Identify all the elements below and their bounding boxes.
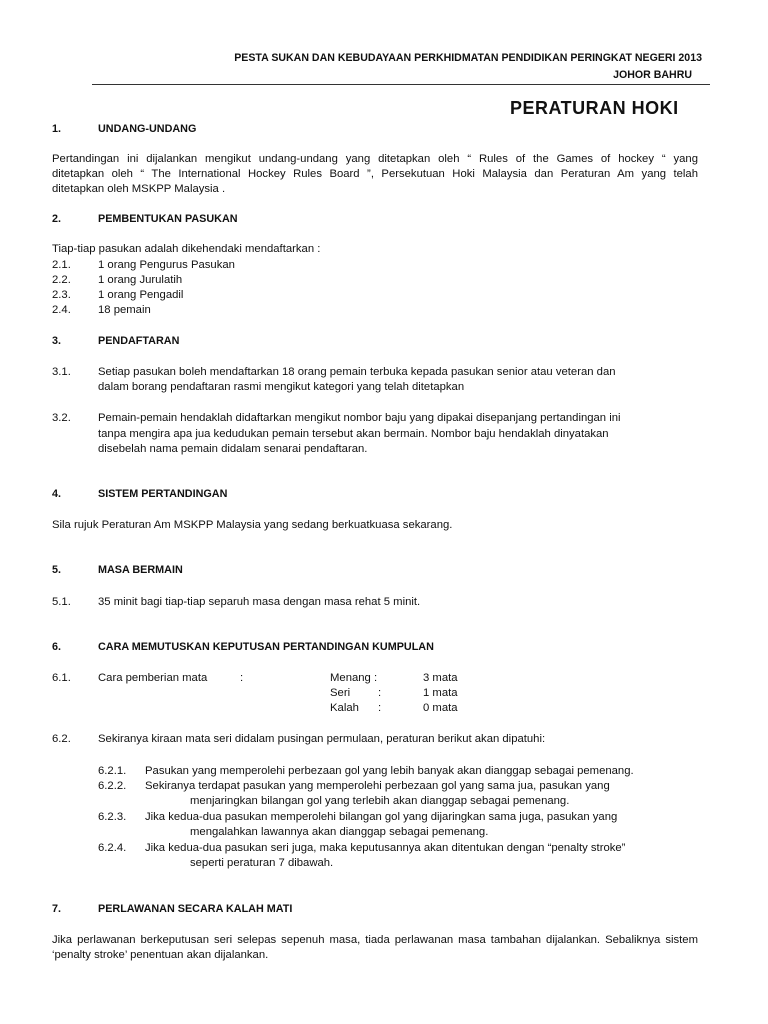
list-item-number: 5.1. [52,596,71,608]
list-item-number: 6.1. [52,672,71,684]
sub-item-number: 6.2.2. [98,780,127,792]
event-title: PESTA SUKAN DAN KEBUDAYAAN PERKHIDMATAN PENDIDIKAN PERINGKAT NEGERI 2013 [234,52,702,64]
section-1-number: 1. [52,123,62,135]
points-value: 3 mata [423,672,458,684]
list-item-text: 1 orang Jurulatih [98,274,183,286]
section-6-heading: CARA MEMUTUSKAN KEPUTUSAN PERTANDINGAN KUMPULAN [98,641,434,653]
section-5-heading: MASA BERMAIN [98,564,183,576]
sub-item-text: mengalahkan lawannya akan dianggap sebagai pemenang. [190,826,489,838]
section-2-intro: Tiap-tiap pasukan adalah dikehendaki mendaftarkan : [52,243,321,255]
sub-item-number: 6.2.1. [98,765,127,777]
section-4-text: Sila rujuk Peraturan Am MSKPP Malaysia yang sedang berkuatkuasa sekarang. [52,519,453,531]
section-2-heading: PEMBENTUKAN PASUKAN [98,213,238,225]
list-item-text: Sekiranya kiraan mata seri didalam pusingan permulaan, peraturan berikut akan dipatuhi: [98,733,546,745]
list-item-text: tanpa mengira apa jua kedudukan pemain tersebut akan bermain. Nombor baju hendaklah dinyatakan [98,428,609,440]
list-item-text: dalam borang pendaftaran rasmi mengikut kategori yang telah ditetapkan [98,381,465,393]
section-3-number: 3. [52,335,62,347]
list-item-text: Cara pemberian mata [98,672,208,684]
points-label: Menang : [330,672,378,684]
points-label: Kalah [330,702,359,714]
header-divider [92,84,710,85]
section-7-number: 7. [52,903,62,915]
points-colon: : [378,687,382,699]
points-colon: : [378,702,382,714]
section-6-number: 6. [52,641,62,653]
sub-item-text: Jika kedua-dua pasukan memperolehi bilangan gol yang dijaringkan sama juga, pasukan yang [145,811,618,823]
event-location: JOHOR BAHRU [613,69,692,81]
section-4-number: 4. [52,488,62,500]
list-item-number: 2.2. [52,274,71,286]
section-7-line: Jika perlawanan berkeputusan seri selepas sepenuh masa, tiada perlawanan masa tambahan dijalankan. Sebaliknya sistem [52,934,698,946]
section-1-line: Pertandingan ini dijalankan mengikut undang-undang yang ditetapkan oleh “ Rules of the Games of hockey “ yang [52,153,698,165]
sub-item-number: 6.2.3. [98,811,127,823]
list-item-text: 1 orang Pengadil [98,289,184,301]
points-label: Seri [330,687,351,699]
points-value: 1 mata [423,687,458,699]
sub-item-text: Jika kedua-dua pasukan seri juga, maka keputusannya akan ditentukan dengan “penalty stroke” [145,842,626,854]
list-item-number: 2.3. [52,289,71,301]
list-item-text: 35 minit bagi tiap-tiap separuh masa dengan masa rehat 5 minit. [98,596,421,608]
section-1-line: ditetapkan oleh “ The International Hockey Rules Board ”, Persekutuan Hoki Malaysia dan Peraturan Am yang telah [52,168,698,180]
section-4-heading: SISTEM PERTANDINGAN [98,488,228,500]
section-1-heading: UNDANG-UNDANG [98,123,197,135]
section-5-number: 5. [52,564,62,576]
label-colon: : [240,672,244,684]
list-item-text: 1 orang Pengurus Pasukan [98,259,235,271]
section-3-heading: PENDAFTARAN [98,335,180,347]
section-2-number: 2. [52,213,62,225]
list-item-number: 2.4. [52,304,71,316]
list-item-number: 6.2. [52,733,71,745]
section-7-line: ‘penalty stroke’ penentuan akan dijalankan. [52,949,269,961]
list-item-text: Setiap pasukan boleh mendaftarkan 18 orang pemain terbuka kepada pasukan senior atau veteran dan [98,366,616,378]
points-value: 0 mata [423,702,458,714]
section-7-heading: PERLAWANAN SECARA KALAH MATI [98,903,293,915]
sub-item-text: Sekiranya terdapat pasukan yang memperolehi perbezaan gol yang sama jua, pasukan yang [145,780,610,792]
sub-item-text: Pasukan yang memperolehi perbezaan gol yang lebih banyak akan dianggap sebagai pemenang. [145,765,634,777]
list-item-number: 3.2. [52,412,71,424]
list-item-number: 2.1. [52,259,71,271]
list-item-number: 3.1. [52,366,71,378]
page-title: PERATURAN HOKI [510,98,679,118]
sub-item-text: seperti peraturan 7 dibawah. [190,857,334,869]
section-1-line: ditetapkan oleh MSKPP Malaysia . [52,183,226,195]
sub-item-text: menjaringkan bilangan gol yang terlebih akan dianggap sebagai pemenang. [190,795,570,807]
list-item-text: disebelah nama pemain didalam senarai pendaftaran. [98,443,368,455]
sub-item-number: 6.2.4. [98,842,127,854]
list-item-text: Pemain-pemain hendaklah didaftarkan mengikut nombor baju yang dipakai disepanjang pertandingan ini [98,412,621,424]
list-item-text: 18 pemain [98,304,151,316]
